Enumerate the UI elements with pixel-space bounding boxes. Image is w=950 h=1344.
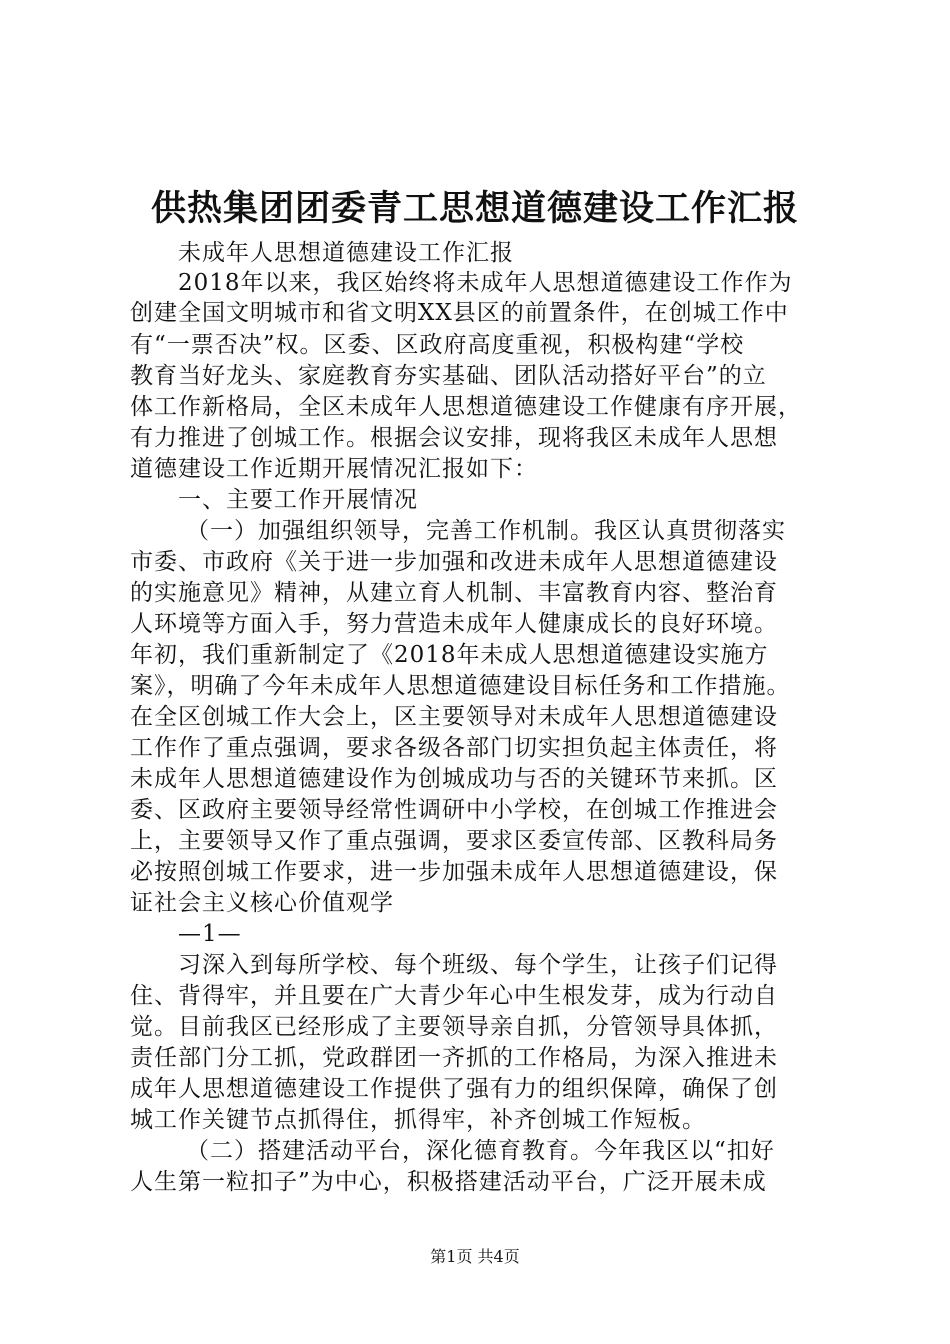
paragraph-line: 人环境等方面入手，努力营造未成年人健康成长的良好环境。 [130,611,778,637]
paragraph-line: 必按照创城工作要求，进一步加强未成年人思想道德建设，保 [130,859,778,885]
paragraph-line: 未成年人思想道德建设作为创城成功与否的关键环节来抓。区 [130,766,778,792]
paragraph-line: 道德建设工作近期开展情况汇报如下： [130,456,538,482]
section-heading: 一、主要工作开展情况 [178,487,418,513]
paragraph-line: 成年人思想道德建设工作提供了强有力的组织保障，确保了创 [130,1076,778,1102]
paragraph-line: 创建全国文明城市和省文明XX县区的前置条件，在创城工作中 [130,300,789,326]
paragraph-line: 在全区创城工作大会上，区主要领导对未成年人思想道德建设 [130,704,778,730]
paragraph-line: 有力推进了创城工作。根据会议安排，现将我区未成年人思想 [130,425,778,451]
paragraph-line: 住、背得牢，并且要在广大青少年心中生根发芽，成为行动自 [130,983,778,1009]
inline-page-marker: —1— [178,921,242,947]
subtitle-line: 未成年人思想道德建设工作汇报 [178,240,514,266]
paragraph-line: 案》，明确了今年未成年人思想道德建设目标任务和工作措施。 [130,673,791,699]
paragraph-line: 教育当好龙头、家庭教育夯实基础、团队活动搭好平台”的立 [130,363,767,389]
paragraph-line: 市委、市政府《关于进一步加强和改进未成年人思想道德建设 [130,549,778,575]
document-title: 供热集团团委青工思想道德建设工作汇报 [150,188,799,229]
paragraph-line: 2018年以来，我区始终将未成年人思想道德建设工作作为 [178,270,793,296]
paragraph-line: 证社会主义核心价值观学 [130,890,394,916]
paragraph-line: 年初，我们重新制定了《2018年未成人思想道德建设实施方 [130,642,769,668]
paragraph-line: 人生第一粒扣子”为中心，积极搭建活动平台，广泛开展未成 [130,1169,767,1195]
page-footer: 第1页 共4页 [430,1247,520,1266]
paragraph-line: （一）加强组织领导，完善工作机制。我区认真贯彻落实 [186,518,786,544]
paragraph-line: 觉。目前我区已经形成了主要领导亲自抓，分管领导具体抓， [130,1014,778,1040]
paragraph-line: 的实施意见》精神，从建立育人机制、丰富教育内容、整治育 [130,580,778,606]
paragraph-line: 上，主要领导又作了重点强调，要求区委宣传部、区教科局务 [130,828,778,854]
paragraph-line: 责任部门分工抓，党政群团一齐抓的工作格局，为深入推进未 [130,1045,778,1071]
paragraph-line: 有“一票否决”权。区委、区政府高度重视，积极构建“学校 [130,332,745,358]
paragraph-line: 体工作新格局，全区未成年人思想道德建设工作健康有序开展， [130,394,802,420]
paragraph-line: 习深入到每所学校、每个班级、每个学生，让孩子们记得 [178,952,778,978]
paragraph-line: 委、区政府主要领导经常性调研中小学校，在创城工作推进会 [130,797,778,823]
paragraph-line: 城工作关键节点抓得住，抓得牢，补齐创城工作短板。 [130,1107,706,1133]
paragraph-line: 工作作了重点强调，要求各级各部门切实担负起主体责任，将 [130,735,778,761]
paragraph-line: （二）搭建活动平台，深化德育教育。今年我区以“扣好 [186,1138,775,1164]
